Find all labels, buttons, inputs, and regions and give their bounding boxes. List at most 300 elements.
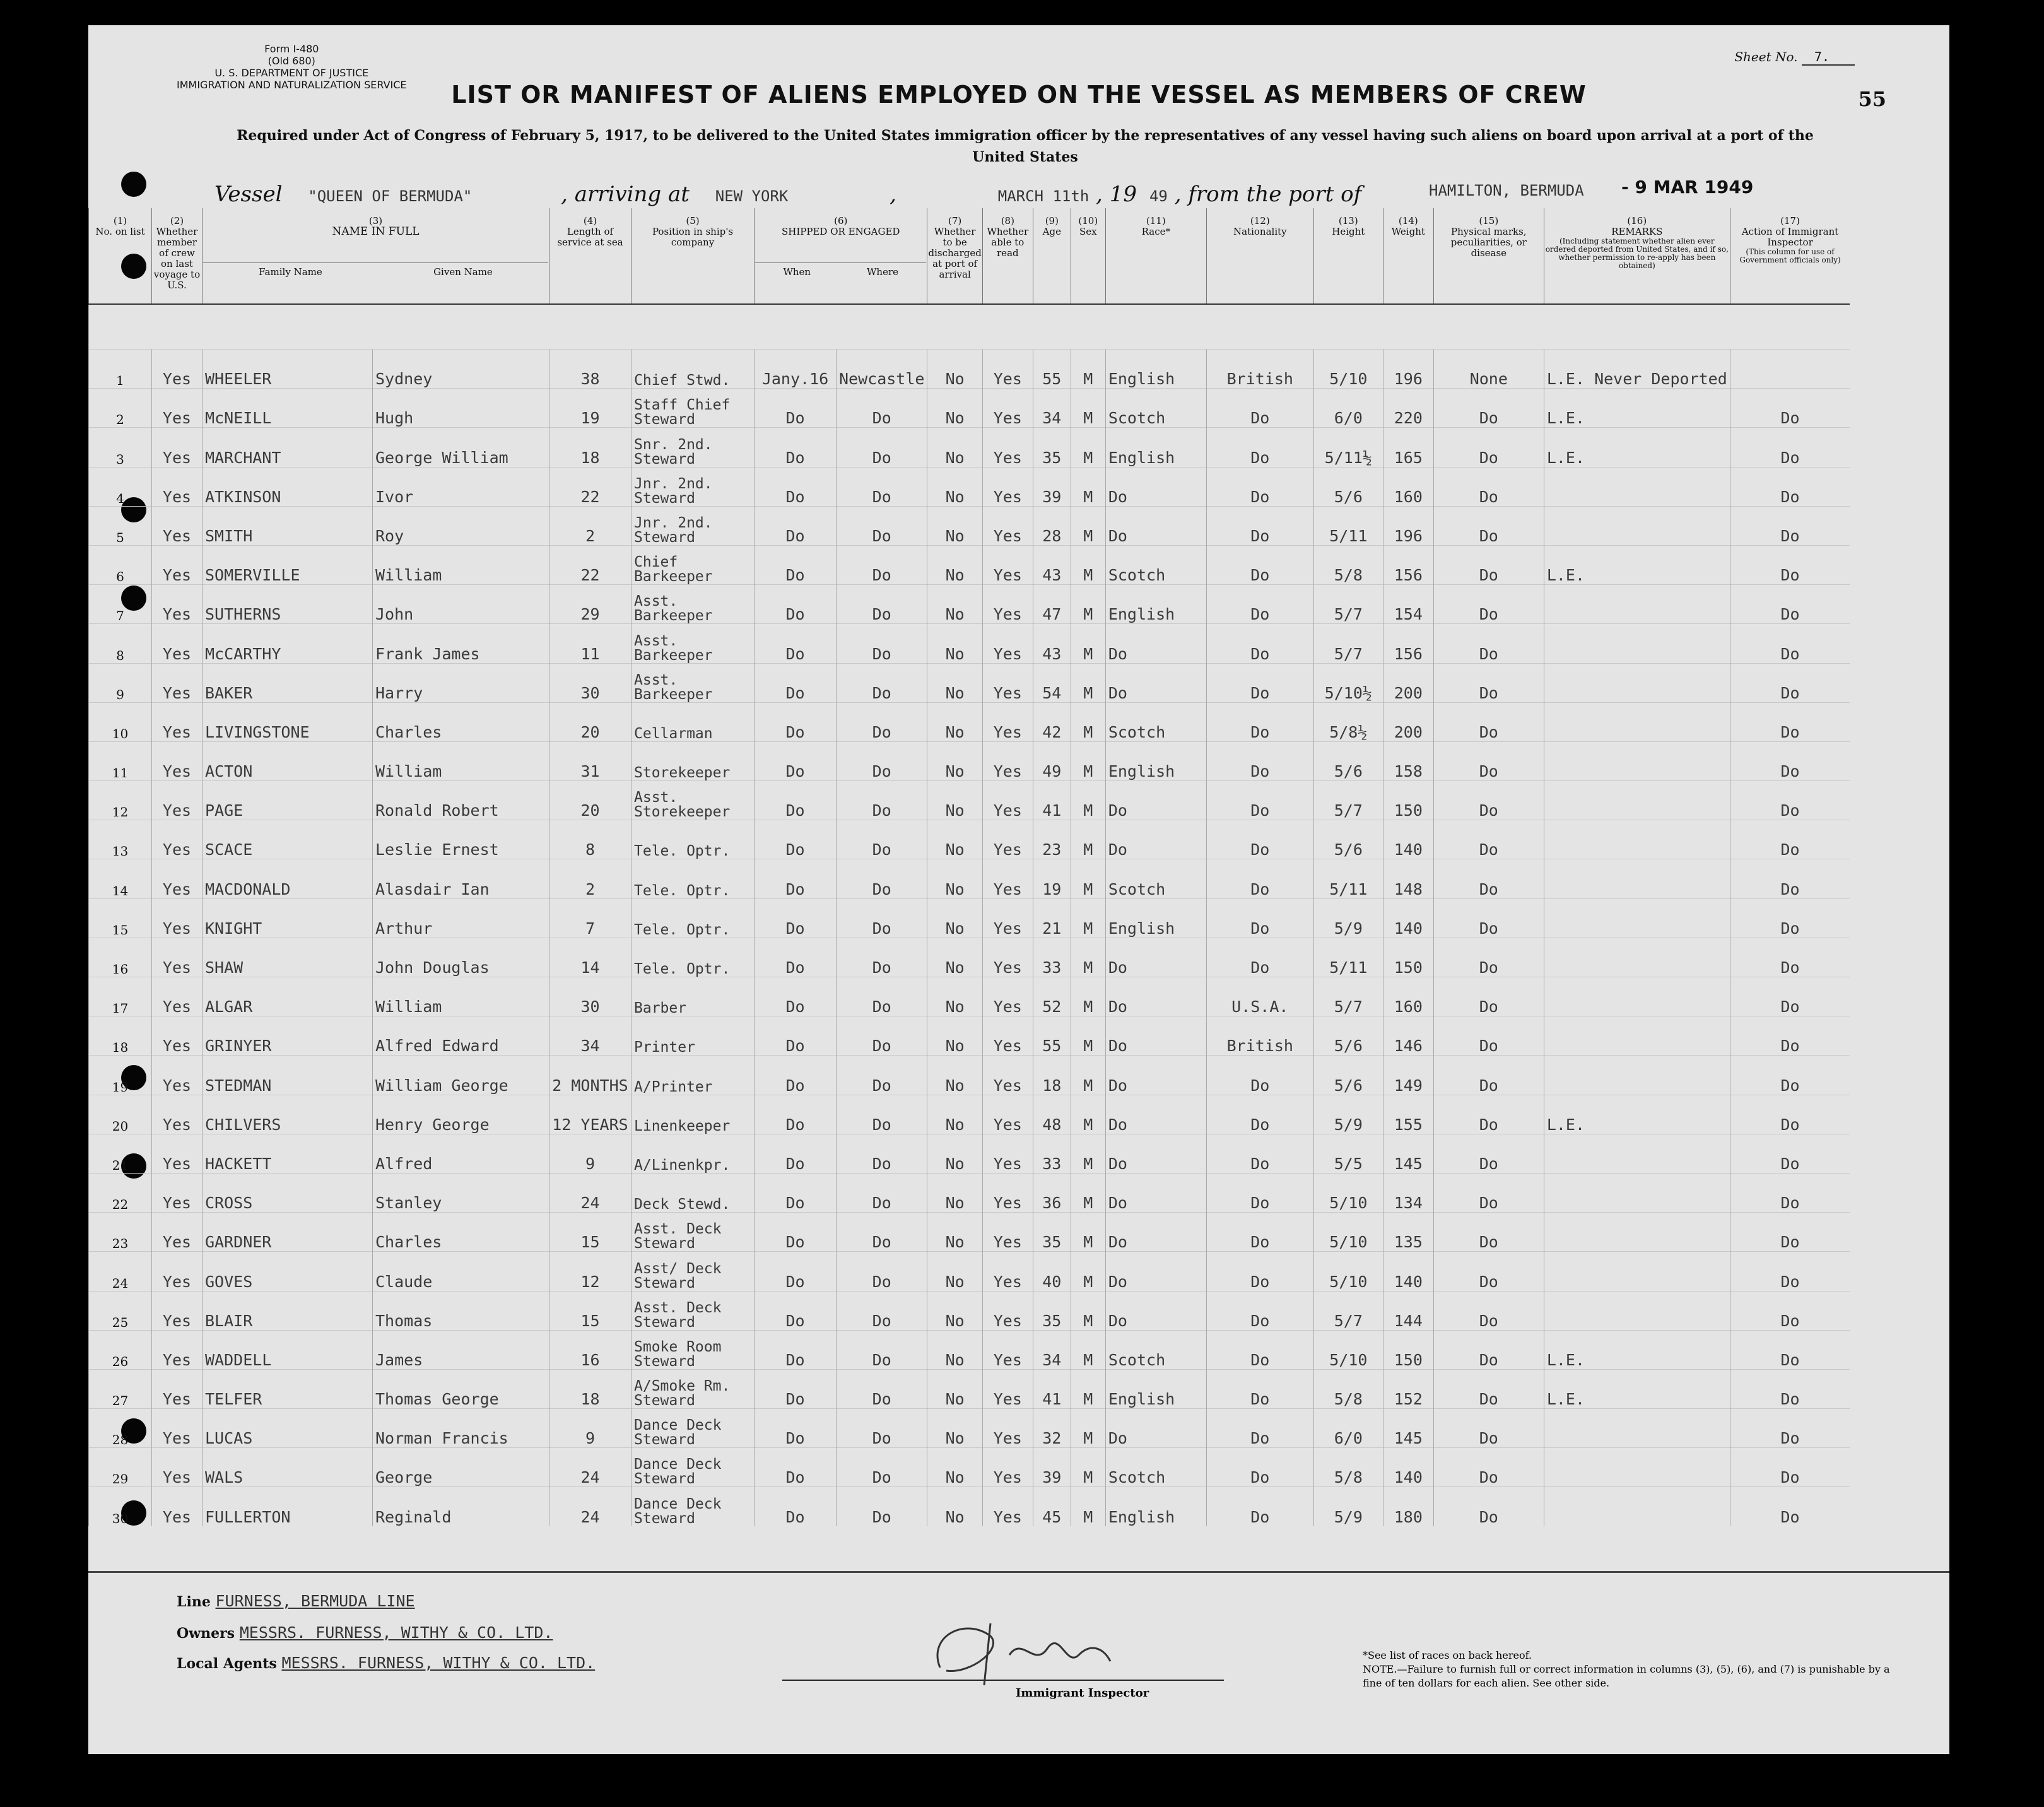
- cell-nationality: British: [1206, 350, 1313, 389]
- cell-discharged: No: [927, 781, 982, 820]
- cell-weight: 158: [1383, 741, 1433, 780]
- cell-no: 14: [89, 859, 152, 898]
- cell-age: 28: [1033, 506, 1071, 545]
- cell-discharged: No: [927, 1016, 982, 1056]
- cell-height: 6/0: [1313, 389, 1383, 428]
- cell-no: 17: [89, 977, 152, 1016]
- cell-weight: 200: [1383, 663, 1433, 702]
- cell-shipped-where: Do: [837, 506, 927, 545]
- cell-weight: 156: [1383, 624, 1433, 663]
- cell-age: 42: [1033, 702, 1071, 741]
- table-row: [89, 1330, 1850, 1369]
- cell-height: 5/6: [1313, 1016, 1383, 1056]
- cell-family-name: MARCHANT: [203, 428, 373, 467]
- cell-last-voyage: Yes: [152, 1095, 203, 1134]
- cell-last-voyage: Yes: [152, 1173, 203, 1212]
- cell-sex: M: [1071, 859, 1105, 898]
- cell-family-name: SCACE: [203, 820, 373, 859]
- cell-shipped-where: Do: [837, 702, 927, 741]
- cell-marks: Do: [1433, 820, 1544, 859]
- cell-age: 43: [1033, 624, 1071, 663]
- cell-given-name: Sydney: [373, 350, 549, 389]
- cell-race: Scotch: [1105, 389, 1206, 428]
- cell-shipped-when: Do: [755, 702, 837, 741]
- cell-family-name: McCARTHY: [203, 624, 373, 663]
- cell-race: Do: [1105, 624, 1206, 663]
- cell-discharged: No: [927, 1056, 982, 1095]
- cell-marks: Do: [1433, 702, 1544, 741]
- cell-remarks: [1544, 702, 1730, 741]
- cell-given-name: Alfred Edward: [373, 1016, 549, 1056]
- cell-race: Do: [1105, 663, 1206, 702]
- sheet-value: 7.: [1802, 49, 1855, 66]
- cell-last-voyage: Yes: [152, 350, 203, 389]
- cell-service: 11: [549, 624, 631, 663]
- cell-discharged: No: [927, 898, 982, 938]
- cell-position: A/Printer: [631, 1056, 755, 1095]
- cell-marks: Do: [1433, 1016, 1544, 1056]
- cell-no: 3: [89, 428, 152, 467]
- cell-height: 5/9: [1313, 898, 1383, 938]
- cell-weight: 200: [1383, 702, 1433, 741]
- cell-last-voyage: Yes: [152, 781, 203, 820]
- table-row: [89, 938, 1850, 977]
- cell-shipped-when: Do: [755, 1213, 837, 1252]
- cell-discharged: No: [927, 1291, 982, 1330]
- cell-race: Do: [1105, 781, 1206, 820]
- cell-action: Do: [1730, 1134, 1850, 1173]
- cell-age: 34: [1033, 389, 1071, 428]
- cell-no: 2: [89, 389, 152, 428]
- cell-family-name: MACDONALD: [203, 859, 373, 898]
- cell-family-name: SOMERVILLE: [203, 545, 373, 584]
- cell-family-name: ATKINSON: [203, 467, 373, 506]
- cell-family-name: ALGAR: [203, 977, 373, 1016]
- cell-position: Asst. Barkeeper: [631, 585, 755, 624]
- cell-shipped-when: Do: [755, 781, 837, 820]
- cell-last-voyage: Yes: [152, 1016, 203, 1056]
- cell-action: Do: [1730, 977, 1850, 1016]
- table-row: [89, 1252, 1850, 1291]
- cell-discharged: No: [927, 1369, 982, 1408]
- cell-weight: 196: [1383, 350, 1433, 389]
- cell-given-name: Claude: [373, 1252, 549, 1291]
- cell-position: Chief Barkeeper: [631, 545, 755, 584]
- cell-read: Yes: [982, 506, 1033, 545]
- vessel-name: "QUEEN OF BERMUDA": [308, 187, 473, 205]
- cell-read: Yes: [982, 702, 1033, 741]
- cell-given-name: Reginald: [373, 1487, 549, 1526]
- cell-no: 12: [89, 781, 152, 820]
- cell-service: 24: [549, 1173, 631, 1212]
- cell-no: 29: [89, 1448, 152, 1487]
- cell-read: Yes: [982, 1173, 1033, 1212]
- cell-action: Do: [1730, 1016, 1850, 1056]
- cell-discharged: No: [927, 1448, 982, 1487]
- cell-family-name: BLAIR: [203, 1291, 373, 1330]
- cell-race: Do: [1105, 1252, 1206, 1291]
- sheet-label: Sheet No.: [1734, 49, 1798, 64]
- col-header-position: (5) Position in ship's company: [631, 208, 755, 304]
- cell-nationality: Do: [1206, 428, 1313, 467]
- table-row: [89, 781, 1850, 820]
- cell-given-name: Henry George: [373, 1095, 549, 1134]
- cell-shipped-when: Do: [755, 1095, 837, 1134]
- cell-no: 15: [89, 898, 152, 938]
- cell-remarks: [1544, 898, 1730, 938]
- cell-weight: 155: [1383, 1095, 1433, 1134]
- cell-shipped-when: Do: [755, 938, 837, 977]
- cell-marks: Do: [1433, 1330, 1544, 1369]
- cell-remarks: [1544, 1409, 1730, 1448]
- cell-age: 41: [1033, 1369, 1071, 1408]
- page-number: 55: [1858, 87, 1886, 111]
- cell-marks: Do: [1433, 1173, 1544, 1212]
- document-title: LIST OR MANIFEST OF ALIENS EMPLOYED ON THE VESSEL AS MEMBERS OF CREW: [451, 81, 1587, 109]
- cell-given-name: William: [373, 741, 549, 780]
- cell-read: Yes: [982, 820, 1033, 859]
- cell-sex: M: [1071, 545, 1105, 584]
- cell-service: 29: [549, 585, 631, 624]
- cell-discharged: No: [927, 859, 982, 898]
- cell-last-voyage: Yes: [152, 1448, 203, 1487]
- cell-discharged: No: [927, 1330, 982, 1369]
- col-header-age: (9) Age: [1033, 208, 1071, 304]
- cell-shipped-when: Do: [755, 1291, 837, 1330]
- cell-shipped-when: Do: [755, 389, 837, 428]
- cell-race: English: [1105, 428, 1206, 467]
- cell-remarks: L.E.: [1544, 1095, 1730, 1134]
- cell-race: Scotch: [1105, 1448, 1206, 1487]
- date-stamp: - 9 MAR 1949: [1621, 177, 1754, 197]
- cell-shipped-where: Do: [837, 624, 927, 663]
- cell-age: 23: [1033, 820, 1071, 859]
- cell-sex: M: [1071, 898, 1105, 938]
- cell-sex: M: [1071, 1016, 1105, 1056]
- cell-action: Do: [1730, 1056, 1850, 1095]
- cell-family-name: LIVINGSTONE: [203, 702, 373, 741]
- cell-discharged: No: [927, 663, 982, 702]
- cell-shipped-when: Do: [755, 545, 837, 584]
- cell-given-name: George: [373, 1448, 549, 1487]
- cell-nationality: Do: [1206, 585, 1313, 624]
- cell-race: Do: [1105, 1056, 1206, 1095]
- cell-sex: M: [1071, 428, 1105, 467]
- cell-age: 49: [1033, 741, 1071, 780]
- cell-read: Yes: [982, 663, 1033, 702]
- col-header-last-voyage: (2) Whether member of crew on last voyage to U.S.: [152, 208, 203, 304]
- cell-marks: Do: [1433, 1409, 1544, 1448]
- document-subtitle: Required under Act of Congress of February 5, 1917, to be delivered to the United States immigration officer by the representatives of any vessel having such aliens on board upon arrival at a port of the United States: [237, 127, 1814, 165]
- cell-family-name: FULLERTON: [203, 1487, 373, 1526]
- cell-nationality: Do: [1206, 1448, 1313, 1487]
- cell-no: 13: [89, 820, 152, 859]
- cell-last-voyage: Yes: [152, 585, 203, 624]
- cell-no: 18: [89, 1016, 152, 1056]
- cell-age: 47: [1033, 585, 1071, 624]
- cell-race: Scotch: [1105, 1330, 1206, 1369]
- cell-service: 30: [549, 663, 631, 702]
- cell-race: Do: [1105, 820, 1206, 859]
- cell-marks: Do: [1433, 467, 1544, 506]
- cell-remarks: [1544, 1056, 1730, 1095]
- cell-read: Yes: [982, 1291, 1033, 1330]
- cell-weight: 140: [1383, 898, 1433, 938]
- arrival-port: NEW YORK: [715, 187, 789, 205]
- cell-age: 52: [1033, 977, 1071, 1016]
- cell-nationality: Do: [1206, 898, 1313, 938]
- cell-sex: M: [1071, 1487, 1105, 1526]
- cell-remarks: [1544, 859, 1730, 898]
- cell-sex: M: [1071, 977, 1105, 1016]
- cell-given-name: Stanley: [373, 1173, 549, 1212]
- cell-marks: Do: [1433, 741, 1544, 780]
- cell-shipped-when: Do: [755, 859, 837, 898]
- cell-read: Yes: [982, 1409, 1033, 1448]
- cell-given-name: William: [373, 977, 549, 1016]
- cell-discharged: No: [927, 1173, 982, 1212]
- cell-race: Do: [1105, 1134, 1206, 1173]
- cell-weight: 135: [1383, 1213, 1433, 1252]
- cell-shipped-when: Do: [755, 820, 837, 859]
- cell-given-name: James: [373, 1330, 549, 1369]
- cell-given-name: Leslie Ernest: [373, 820, 549, 859]
- cell-age: 21: [1033, 898, 1071, 938]
- cell-age: 34: [1033, 1330, 1071, 1369]
- cell-no: 27: [89, 1369, 152, 1408]
- cell-position: Storekeeper: [631, 741, 755, 780]
- cell-action: Do: [1730, 1409, 1850, 1448]
- cell-remarks: [1544, 1016, 1730, 1056]
- cell-weight: 150: [1383, 781, 1433, 820]
- cell-read: Yes: [982, 1213, 1033, 1252]
- cell-given-name: William: [373, 545, 549, 584]
- cell-nationality: Do: [1206, 702, 1313, 741]
- table-row: [89, 585, 1850, 624]
- cell-height: 5/6: [1313, 820, 1383, 859]
- cell-remarks: L.E.: [1544, 1369, 1730, 1408]
- cell-last-voyage: Yes: [152, 938, 203, 977]
- cell-remarks: [1544, 1173, 1730, 1212]
- cell-weight: 149: [1383, 1056, 1433, 1095]
- cell-age: 35: [1033, 428, 1071, 467]
- cell-position: Linenkeeper: [631, 1095, 755, 1134]
- cell-given-name: Charles: [373, 702, 549, 741]
- owners-field: Owners MESSRS. FURNESS, WITHY & CO. LTD.: [177, 1623, 553, 1642]
- cell-marks: None: [1433, 350, 1544, 389]
- cell-position: Tele. Optr.: [631, 820, 755, 859]
- cell-position: Asst. Deck Steward: [631, 1213, 755, 1252]
- cell-height: 5/7: [1313, 1291, 1383, 1330]
- cell-discharged: No: [927, 624, 982, 663]
- cell-service: 18: [549, 428, 631, 467]
- cell-service: 19: [549, 389, 631, 428]
- col-header-sex: (10) Sex: [1071, 208, 1105, 304]
- cell-read: Yes: [982, 1134, 1033, 1173]
- cell-marks: Do: [1433, 624, 1544, 663]
- cell-action: Do: [1730, 820, 1850, 859]
- cell-discharged: No: [927, 389, 982, 428]
- cell-marks: Do: [1433, 1134, 1544, 1173]
- cell-race: Scotch: [1105, 545, 1206, 584]
- cell-family-name: HACKETT: [203, 1134, 373, 1173]
- cell-service: 9: [549, 1409, 631, 1448]
- cell-race: Do: [1105, 977, 1206, 1016]
- cell-sex: M: [1071, 624, 1105, 663]
- col-header-nationality: (12) Nationality: [1206, 208, 1313, 304]
- cell-race: English: [1105, 898, 1206, 938]
- cell-position: Smoke Room Steward: [631, 1330, 755, 1369]
- cell-age: 33: [1033, 1134, 1071, 1173]
- cell-weight: 156: [1383, 545, 1433, 584]
- cell-sex: M: [1071, 506, 1105, 545]
- cell-weight: 152: [1383, 1369, 1433, 1408]
- cell-read: Yes: [982, 1369, 1033, 1408]
- cell-nationality: Do: [1206, 1291, 1313, 1330]
- cell-position: Snr. 2nd. Steward: [631, 428, 755, 467]
- line-value: FURNESS, BERMUDA LINE: [215, 1592, 415, 1610]
- cell-action: Do: [1730, 585, 1850, 624]
- cell-remarks: [1544, 1134, 1730, 1173]
- cell-nationality: Do: [1206, 389, 1313, 428]
- table-row: [89, 1134, 1850, 1173]
- manifest-sheet: [88, 25, 1949, 1754]
- cell-marks: Do: [1433, 545, 1544, 584]
- cell-action: Do: [1730, 741, 1850, 780]
- cell-shipped-when: Do: [755, 1016, 837, 1056]
- cell-last-voyage: Yes: [152, 506, 203, 545]
- cell-nationality: Do: [1206, 1173, 1313, 1212]
- cell-last-voyage: Yes: [152, 1487, 203, 1526]
- cell-remarks: [1544, 741, 1730, 780]
- cell-shipped-where: Do: [837, 820, 927, 859]
- cell-shipped-where: Do: [837, 938, 927, 977]
- cell-given-name: Roy: [373, 506, 549, 545]
- cell-marks: Do: [1433, 859, 1544, 898]
- cell-weight: 148: [1383, 859, 1433, 898]
- agents-value: MESSRS. FURNESS, WITHY & CO. LTD.: [281, 1654, 596, 1672]
- col-header-action: (17) Action of Immigrant Inspector (This column for use of Government officials only): [1730, 208, 1850, 304]
- punch-hole: [121, 172, 146, 197]
- cell-discharged: No: [927, 1487, 982, 1526]
- cell-weight: 165: [1383, 428, 1433, 467]
- cell-action: [1730, 350, 1850, 389]
- cell-marks: Do: [1433, 1448, 1544, 1487]
- cell-marks: Do: [1433, 506, 1544, 545]
- cell-weight: 160: [1383, 467, 1433, 506]
- table-row: [89, 820, 1850, 859]
- cell-height: 5/6: [1313, 741, 1383, 780]
- cell-family-name: GARDNER: [203, 1213, 373, 1252]
- cell-position: Barber: [631, 977, 755, 1016]
- cell-service: 30: [549, 977, 631, 1016]
- cell-action: Do: [1730, 428, 1850, 467]
- cell-action: Do: [1730, 1213, 1850, 1252]
- cell-marks: Do: [1433, 898, 1544, 938]
- cell-no: 7: [89, 585, 152, 624]
- cell-read: Yes: [982, 1016, 1033, 1056]
- cell-sex: M: [1071, 1173, 1105, 1212]
- cell-no: 23: [89, 1213, 152, 1252]
- cell-given-name: Norman Francis: [373, 1409, 549, 1448]
- cell-race: English: [1105, 1369, 1206, 1408]
- cell-weight: 160: [1383, 977, 1433, 1016]
- col-header-discharged: (7) Whether to be discharged at port of arrival: [927, 208, 982, 304]
- cell-service: 12: [549, 1252, 631, 1291]
- cell-race: English: [1105, 1487, 1206, 1526]
- table-row: [89, 663, 1850, 702]
- cell-no: 4: [89, 467, 152, 506]
- cell-nationality: Do: [1206, 1056, 1313, 1095]
- cell-shipped-when: Do: [755, 1330, 837, 1369]
- cell-last-voyage: Yes: [152, 820, 203, 859]
- cell-sex: M: [1071, 1448, 1105, 1487]
- cell-last-voyage: Yes: [152, 702, 203, 741]
- cell-service: 22: [549, 467, 631, 506]
- cell-given-name: William George: [373, 1056, 549, 1095]
- cell-nationality: Do: [1206, 820, 1313, 859]
- cell-action: Do: [1730, 938, 1850, 977]
- cell-nationality: Do: [1206, 467, 1313, 506]
- table-row: [89, 898, 1850, 938]
- cell-action: Do: [1730, 702, 1850, 741]
- cell-read: Yes: [982, 898, 1033, 938]
- table-row: [89, 350, 1850, 389]
- col-header-height: (13) Height: [1313, 208, 1383, 304]
- cell-discharged: No: [927, 1252, 982, 1291]
- cell-discharged: No: [927, 1134, 982, 1173]
- cell-height: 5/11: [1313, 938, 1383, 977]
- cell-shipped-when: Do: [755, 977, 837, 1016]
- cell-shipped-when: Do: [755, 1056, 837, 1095]
- table-row: [89, 1487, 1850, 1526]
- cell-service: 20: [549, 702, 631, 741]
- inspector-signature: [782, 1611, 1224, 1686]
- cell-shipped-when: Do: [755, 1448, 837, 1487]
- cell-last-voyage: Yes: [152, 898, 203, 938]
- col-header-read: (8) Whether able to read: [982, 208, 1033, 304]
- cell-read: Yes: [982, 741, 1033, 780]
- cell-no: 19: [89, 1056, 152, 1095]
- cell-position: Jnr. 2nd. Steward: [631, 506, 755, 545]
- col-header-marks: (15) Physical marks, peculiarities, or disease: [1433, 208, 1544, 304]
- cell-height: 5/9: [1313, 1095, 1383, 1134]
- cell-race: Do: [1105, 1173, 1206, 1212]
- cell-shipped-where: Do: [837, 898, 927, 938]
- cell-remarks: [1544, 1487, 1730, 1526]
- cell-family-name: GRINYER: [203, 1016, 373, 1056]
- cell-remarks: [1544, 624, 1730, 663]
- cell-sex: M: [1071, 1330, 1105, 1369]
- cell-position: Asst. Storekeeper: [631, 781, 755, 820]
- table-row: [89, 1369, 1850, 1408]
- cell-last-voyage: Yes: [152, 428, 203, 467]
- cell-age: 33: [1033, 938, 1071, 977]
- cell-remarks: [1544, 1213, 1730, 1252]
- table-row: [89, 545, 1850, 584]
- cell-action: Do: [1730, 1173, 1850, 1212]
- crew-table: [88, 208, 1949, 1526]
- cell-no: 22: [89, 1173, 152, 1212]
- cell-family-name: TELFER: [203, 1369, 373, 1408]
- cell-discharged: No: [927, 467, 982, 506]
- cell-no: 16: [89, 938, 152, 977]
- cell-family-name: SMITH: [203, 506, 373, 545]
- cell-marks: Do: [1433, 977, 1544, 1016]
- cell-age: 45: [1033, 1487, 1071, 1526]
- cell-position: Jnr. 2nd. Steward: [631, 467, 755, 506]
- cell-remarks: L.E.: [1544, 389, 1730, 428]
